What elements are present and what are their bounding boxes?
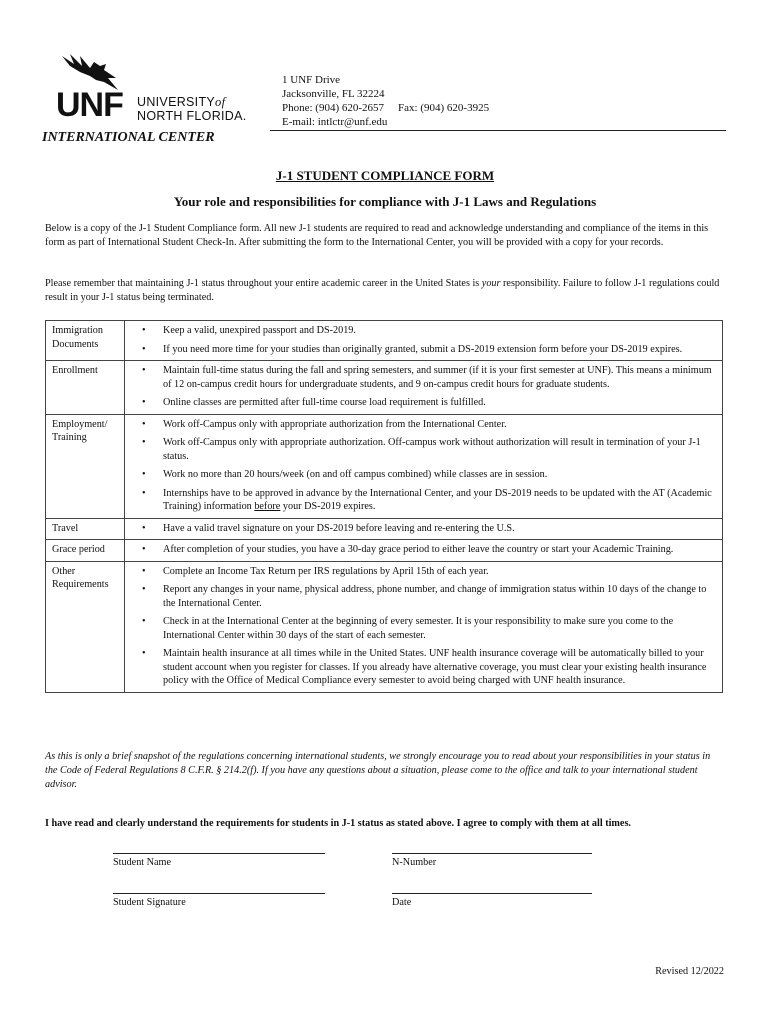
list-item: • Check in at the International Center at the beginning of every semester. It is your responsibility to make sure you come to the International Center within 30 days of the start of each semester.	[163, 615, 716, 642]
regulations-note: As this is only a brief snapshot of the regulations concerning international students, we strongly encourage you to read about your responsibilities in your status in the Code of Federal Regulations 8 C.F.R. § 214.2(f). If you have any questions about a situation, please come to the office and talk to your international student advisor.	[45, 751, 711, 790]
phone-fax-line	[282, 101, 489, 115]
table-row	[46, 561, 723, 692]
student-signature-label: Student Signature	[113, 897, 186, 908]
phone: Phone: (904) 620-2657	[282, 102, 385, 114]
list-item: • If you need more time for your studies than originally granted, submit a DS-2019 extension form before your DS-2019 expires.	[163, 343, 716, 357]
student-name-line[interactable]	[113, 853, 325, 854]
intro-paragraph: Below is a copy of the J-1 Student Compliance form. All new J-1 students are required to read and acknowledge understanding and compliance of the items in this form as part of International Student Check-In. After submitting the form to the International Center, you will be provided with a copy for your records.	[45, 223, 709, 248]
category-cell: Enrollment	[46, 361, 125, 415]
reminder-paragraph: Please remember that maintaining J-1 status throughout your entire academic career in the United States is your responsibility. Failure to follow J-1 regulations could result in your J-1 status being terminated.	[45, 278, 720, 303]
requirements-table	[45, 320, 723, 693]
form-title: J-1 STUDENT COMPLIANCE FORM	[275, 168, 495, 183]
table-row	[46, 518, 723, 540]
address-line2: Jacksonville, FL 32224	[282, 88, 385, 100]
list-item: • Complete an Income Tax Return per IRS regulations by April 15th of each year.	[163, 565, 716, 579]
list-item: • Report any changes in your name, physical address, phone number, and change of immigration status within 10 days of the change to the International Center.	[163, 583, 716, 610]
center-name: INTERNATIONAL CENTER	[42, 130, 215, 145]
student-signature-line[interactable]	[113, 893, 325, 894]
n-number-label: N-Number	[392, 857, 437, 868]
category-cell: Other Requirements	[46, 561, 125, 692]
contact-block	[282, 73, 489, 129]
address-line1: 1 UNF Drive	[282, 74, 341, 86]
list-item: • Work no more than 20 hours/week (on and off campus combined) while classes are in session.	[163, 468, 716, 482]
category-cell: Immigration Documents	[46, 321, 125, 361]
fax: Fax: (904) 620-3925	[398, 102, 490, 114]
header-rule	[270, 130, 726, 131]
date-label: Date	[392, 897, 412, 908]
list-item: • Online classes are permitted after full-time course load requirement is fulfilled.	[163, 396, 716, 410]
list-item: • Work off-Campus only with appropriate authorization. Off-campus work without authorization will result in termination of your J-1 status.	[163, 436, 716, 463]
list-item: • After completion of your studies, you have a 30-day grace period to either leave the country or start your Academic Training.	[163, 543, 716, 557]
category-cell: Grace period	[46, 540, 125, 562]
agreement-statement: I have read and clearly understand the requirements for students in J-1 status as stated above. I agree to comply with them at all times.	[45, 818, 631, 829]
table-row	[46, 361, 723, 415]
email: E-mail: intlctr@unf.edu	[282, 116, 388, 128]
table-row	[46, 540, 723, 562]
form-subtitle: Your role and responsibilities for compliance with J-1 Laws and Regulations	[173, 194, 597, 209]
list-item: • Maintain full-time status during the fall and spring semesters, and summer (if it is your first semester at UNF). This means a minimum of 12 on-campus credit hours for undergraduate students, and 9 on-campus credit hours for graduate students.	[163, 364, 716, 391]
university-wordmark: UNIVERSITYof NORTH FLORIDA.	[137, 95, 247, 123]
list-item: • Maintain health insurance at all times while in the United States. UNF health insurance coverage will be automatically billed to your student account when you register for classes. If you already have alternative coverage, you must clear your existing health insurance policy with the Office of Medical Compliance every semester to avoid being charged with UNF health insurance.	[163, 647, 716, 688]
student-name-label: Student Name	[113, 857, 172, 868]
list-item: • Have a valid travel signature on your DS-2019 before leaving and re-entering the U.S.	[163, 522, 716, 536]
category-cell: Travel	[46, 518, 125, 540]
n-number-line[interactable]	[392, 853, 592, 854]
revision-date: Revised 12/2022	[655, 966, 724, 977]
unf-logo-text: UNF	[56, 86, 123, 124]
list-item: • Internships have to be approved in advance by the International Center, and your DS-2019 needs to be updated with the AT (Academic Training) information before your DS-2019 expires.	[163, 487, 716, 514]
table-row	[46, 414, 723, 518]
category-cell: Employment/ Training	[46, 414, 125, 518]
list-item: • Work off-Campus only with appropriate authorization from the International Center.	[163, 418, 716, 432]
date-line[interactable]	[392, 893, 592, 894]
list-item: • Keep a valid, unexpired passport and DS-2019.	[163, 324, 716, 338]
table-row	[46, 321, 723, 361]
